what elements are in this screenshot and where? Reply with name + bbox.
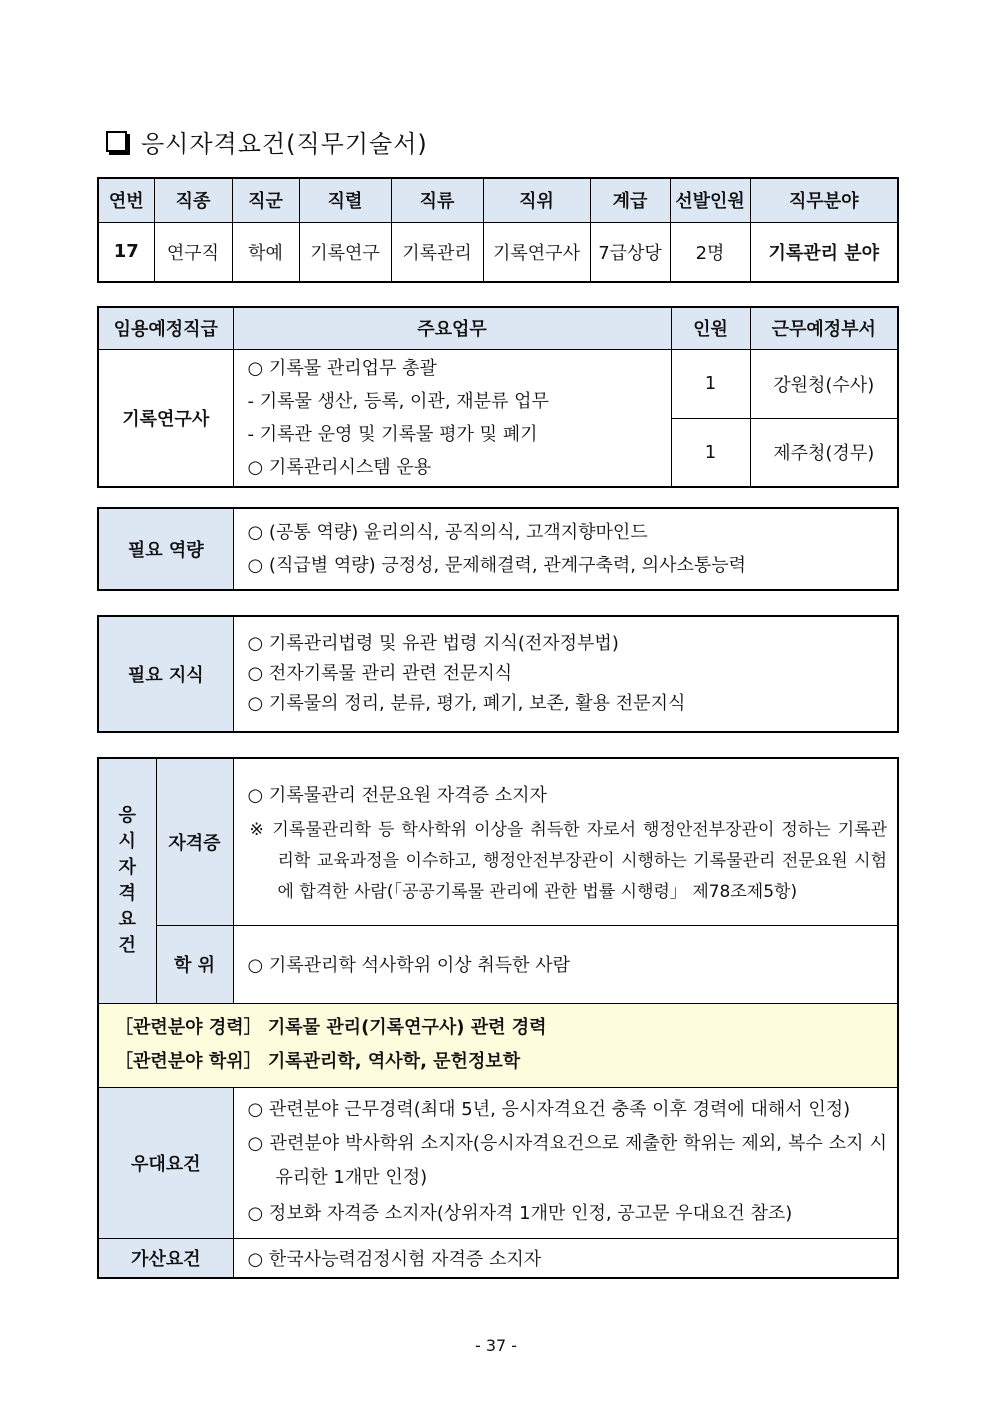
- duty-item: ○ 기록관리시스템 운용: [247, 456, 432, 478]
- preference-item: ○ 관련분야 박사학위 소지자(응시자격요건으로 제출한 학위는 제외, 복수 소지 시 유리한 1개만 인정): [247, 1132, 887, 1188]
- cell-job-series: 기록연구: [299, 222, 391, 282]
- header-position: 직위: [483, 178, 590, 222]
- header-grade: 계급: [590, 178, 670, 222]
- related-degree: ［관련분야 학위］ 기록관리학, 역사학, 문헌정보학: [115, 1051, 521, 1072]
- cell-appointment-grade: 기록연구사: [98, 349, 233, 487]
- cell-headcount: 2명: [670, 222, 750, 282]
- duty-item: - 기록물 생산, 등록, 이관, 재분류 업무: [247, 390, 549, 412]
- duty-item: - 기록관 운영 및 기록물 평가 및 폐기: [247, 423, 538, 445]
- competency-item: ○ (공통 역량) 윤리의식, 공직의식, 고객지향마인드: [247, 522, 648, 543]
- header-department: 근무예정부서: [750, 307, 898, 349]
- cell-personnel-2: 1: [671, 418, 750, 487]
- qualification-table: [97, 757, 899, 1279]
- header-job-group: 직군: [232, 178, 299, 222]
- license-cell: [233, 758, 898, 925]
- knowledge-label: 필요 지식: [98, 616, 233, 732]
- degree-item: ○ 기록관리학 석사학위 이상 취득한 사람: [233, 925, 898, 1003]
- knowledge-table: [97, 615, 899, 733]
- license-note: ※ 기록물관리학 등 학사학위 이상을 취득한 자로서 행정안전부장관이 정하는 기록관리학 교육과정을 이수하고, 행정안전부장관이 시행하는 기록물관리 전문요원 시험에 합격한 사람(「공공기록물 관리에 관한 법률 시행령」 제78조제5항): [249, 820, 887, 903]
- header-main-duties: 주요업무: [233, 307, 671, 349]
- related-career: ［관련분야 경력］ 기록물 관리(기록연구사) 관련 경력: [115, 1017, 547, 1038]
- competency-list: [233, 508, 898, 590]
- cell-personnel-1: 1: [671, 349, 750, 418]
- duties-list: [233, 349, 671, 487]
- header-appointment-grade: 임용예정직급: [98, 307, 233, 349]
- preference-list: [233, 1087, 898, 1238]
- preference-item: ○ 관련분야 근무경력(최대 5년, 응시자격요건 충족 이후 경력에 대해서 인정): [247, 1098, 851, 1120]
- related-fields: [98, 1003, 898, 1087]
- header-job-series: 직렬: [299, 178, 391, 222]
- knowledge-item: ○ 전자기록물 관리 관련 전문지식: [247, 663, 513, 684]
- header-job-type: 직종: [154, 178, 232, 222]
- page-number: - 37 -: [474, 1336, 518, 1355]
- knowledge-list: [233, 616, 898, 732]
- section-title-text: 응시자격요건(직무기술서): [141, 130, 428, 158]
- cell-job-class: 기록관리: [391, 222, 483, 282]
- cell-department-1: 강원청(수사): [750, 349, 898, 418]
- competency-item: ○ (직급별 역량) 긍정성, 문제해결력, 관계구축력, 의사소통능력: [247, 555, 747, 576]
- preference-label: 우대요건: [98, 1087, 233, 1238]
- knowledge-item: ○ 기록물의 정리, 분류, 평가, 폐기, 보존, 활용 전문지식: [247, 693, 686, 714]
- bonus-label: 가산요건: [98, 1238, 233, 1278]
- cell-job-field: 기록관리 분야: [750, 222, 898, 282]
- preference-item: ○ 정보화 자격증 소지자(상위자격 1개만 인정, 공고문 우대요건 참조): [247, 1202, 793, 1224]
- competency-label: 필요 역량: [98, 508, 233, 590]
- knowledge-item: ○ 기록관리법령 및 유관 법령 지식(전자정부법): [247, 633, 619, 654]
- bonus-item: ○ 한국사능력검정시험 자격증 소지자: [233, 1238, 898, 1278]
- header-job-class: 직류: [391, 178, 483, 222]
- header-headcount: 선발인원: [670, 178, 750, 222]
- section-title: [106, 124, 428, 159]
- job-info-table: [97, 177, 899, 283]
- cell-department-2: 제주청(경무): [750, 418, 898, 487]
- cell-job-type: 연구직: [154, 222, 232, 282]
- cell-grade: 7급상당: [590, 222, 670, 282]
- degree-label: 학 위: [156, 925, 233, 1003]
- cell-job-group: 학예: [232, 222, 299, 282]
- license-item: ○ 기록물관리 전문요원 자격증 소지자: [247, 785, 547, 807]
- qualification-section-label: 응 시 자 격 요 건: [98, 758, 156, 1003]
- header-personnel: 인원: [671, 307, 750, 349]
- duty-table: [97, 306, 899, 488]
- cell-position: 기록연구사: [483, 222, 590, 282]
- header-number: 연번: [98, 178, 154, 222]
- header-job-field: 직무분야: [750, 178, 898, 222]
- license-label: 자격증: [156, 758, 233, 925]
- competency-table: [97, 507, 899, 591]
- checkbox-icon: [106, 131, 127, 152]
- cell-number: 17: [98, 222, 154, 282]
- duty-item: ○ 기록물 관리업무 총괄: [247, 357, 437, 379]
